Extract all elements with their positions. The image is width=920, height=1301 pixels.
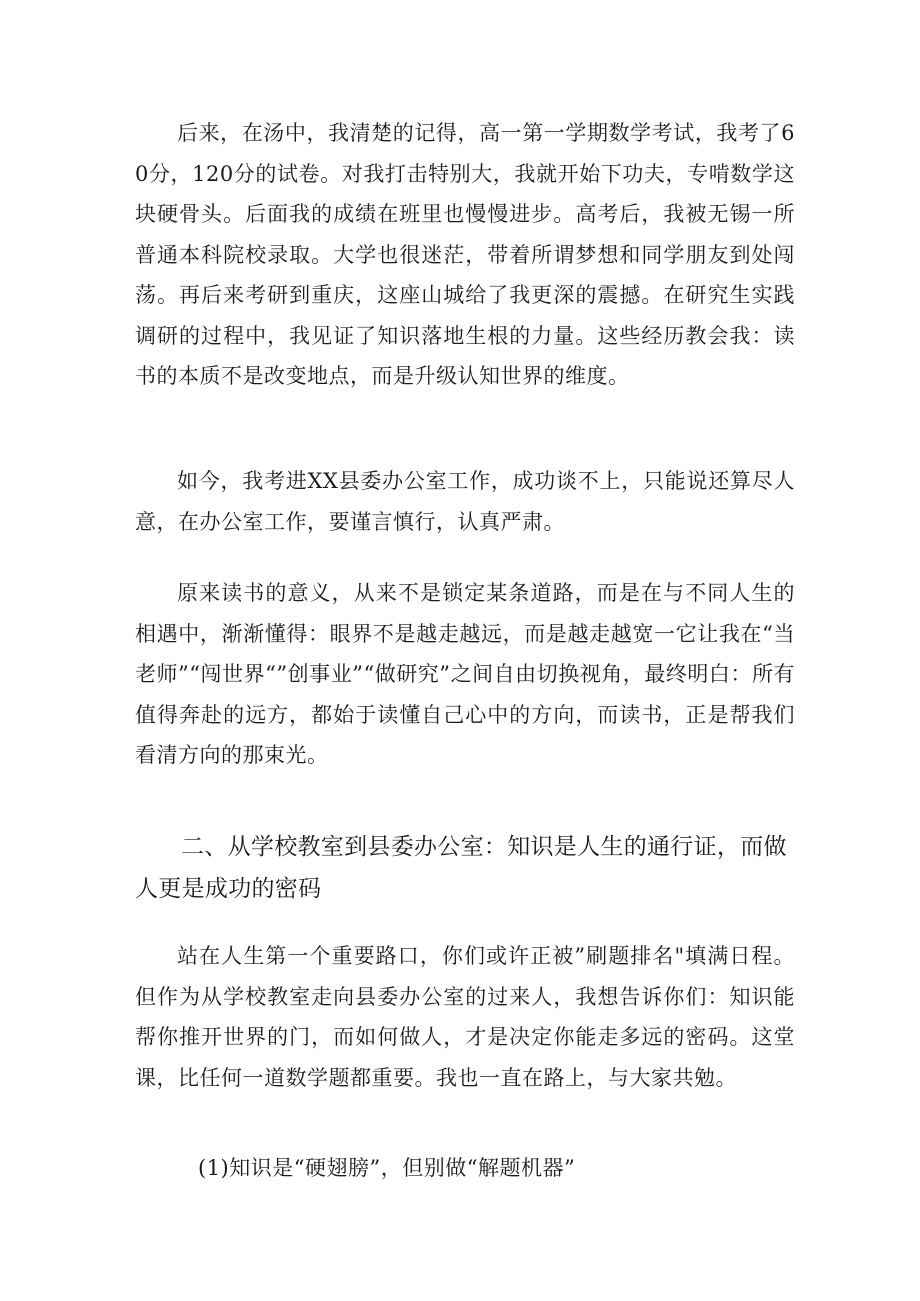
body-paragraph: 原来读书的意义，从来不是锁定某条道路，而是在与不同人生的相遇中，渐渐懂得：眼界不是越走越远，而是越走越宽一它让我在“当老师”“闯世界“”创事业”“做研究”之间自由切换视角，最终明白：所有值得奔赴的远方，都始于读懂自己心中的方向，而读书，正是帮我们看清方向的那束光。 — [135, 581, 795, 767]
section-heading: 二、从学校教室到县委办公室：知识是人生的通行证，而做人更是成功的密码 — [135, 834, 787, 902]
body-paragraph: 站在人生第一个重要路口，你们或许正被”刷题排名"填满日程。但作为从学校教室走向县委办公室的过来人，我想告诉你们：知识能帮你推开世界的门，而如何做人，才是决定你能走多远的密码。这堂课，比任何一道数学题都重要。我也一直在路上，与大家共勉。 — [135, 944, 795, 1090]
sub-heading: (1)知识是“硬翅膀”，但别做“解题机器” — [198, 1156, 576, 1180]
body-paragraph: 后来，在汤中，我清楚的记得，高一第一学期数学考试，我考了60分，120分的试卷。对我打击特别大，我就开始下功夫，专啃数学这块硬骨头。后面我的成绩在班里也慢慢进步。高考后，我被无锡一所普通本科院校录取。大学也很迷茫，带着所谓梦想和同学朋友到处闯荡。再后来考研到重庆，这座山城给了我更深的震撼。在研究生实践调研的过程中，我见证了知识落地生根的力量。这些经历教会我：读书的本质不是改变地点，而是升级认知世界的维度。 — [135, 121, 795, 388]
body-paragraph: 如今，我考进XX县委办公室工作，成功谈不上，只能说还算尽人意，在办公室工作，要谨言慎行，认真严肃。 — [135, 469, 795, 534]
